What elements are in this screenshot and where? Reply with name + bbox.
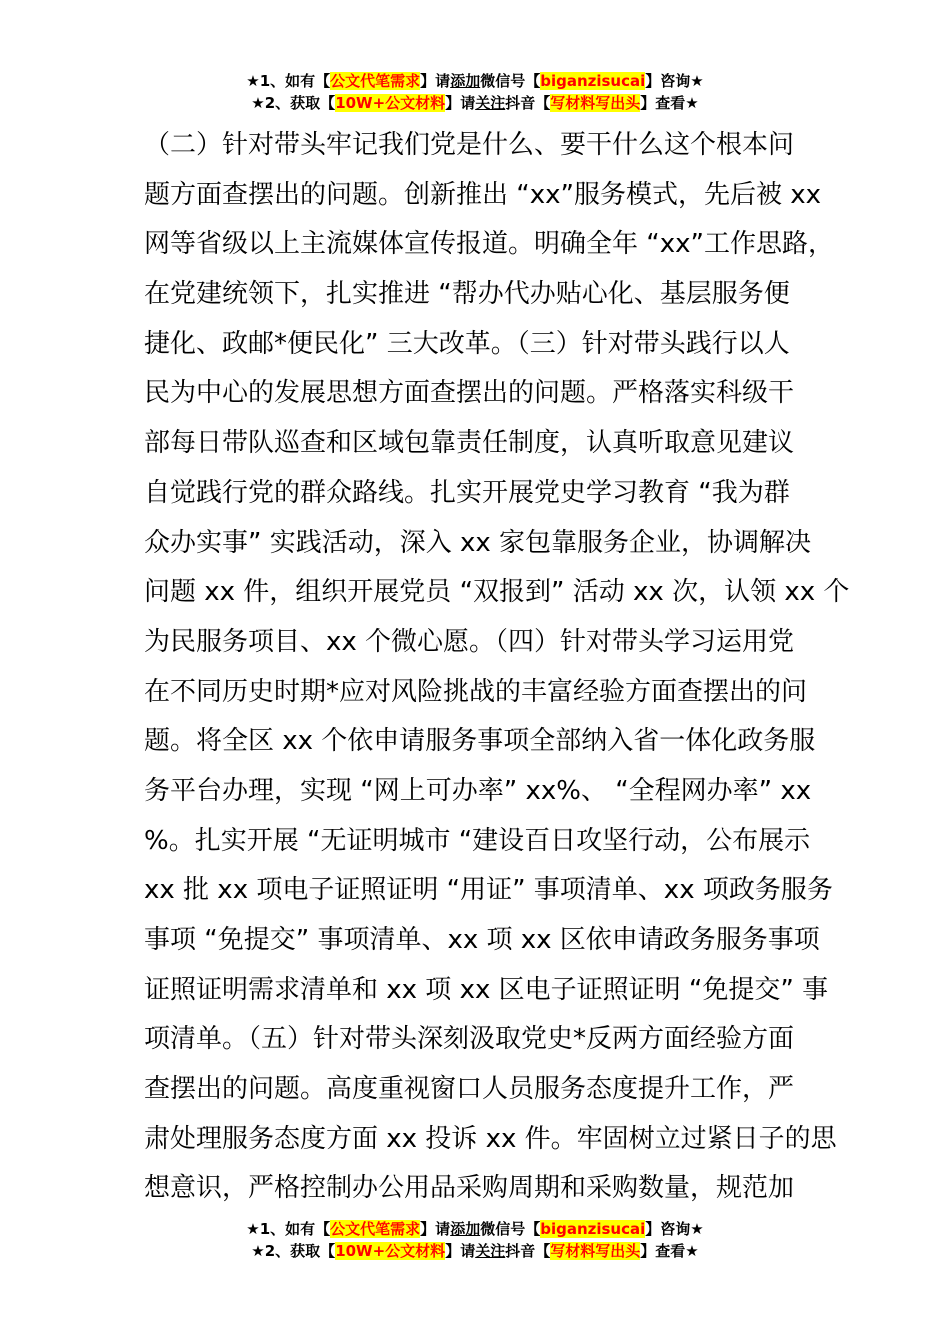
highlight-materials: 10W+公文材料	[335, 94, 446, 112]
promo-line-1	[0, 70, 950, 92]
promo-text: ★2、获取【	[251, 94, 336, 112]
promo-text: 】请	[445, 1242, 476, 1260]
highlight-service: 公文代笔需求	[330, 72, 421, 90]
body-line: xx 批 xx 项电子证照证明 “用证” 事项清单、xx 项政务服务	[144, 875, 833, 906]
underlined-add: 添加	[450, 72, 481, 90]
promo-banner-top	[0, 70, 950, 114]
body-line: 务平台办理，实现 “网上可办率” xx%、 “全程网办率” xx	[144, 775, 812, 806]
body-line: 自觉践行党的群众路线。扎实开展党史学习教育 “我为群	[144, 477, 790, 508]
highlight-wechat-id: biganzisucai	[540, 1220, 646, 1238]
promo-text: 】查看★	[640, 1242, 699, 1260]
promo-text: 】请	[445, 94, 476, 112]
body-line: 问题 xx 件，组织开展党员 “双报到” 活动 xx 次，认领 xx 个	[144, 577, 850, 608]
promo-line-2	[0, 1240, 950, 1262]
highlight-douyin-account: 写材料写出头	[550, 1242, 641, 1260]
body-line: 捷化、政邮*便民化” 三大改革。（三）针对带头践行以人	[144, 328, 790, 359]
promo-text: 微信号【	[480, 1220, 541, 1238]
promo-text: 抖音【	[505, 1242, 551, 1260]
body-line: 为民服务项目、xx 个微心愿。（四）针对带头学习运用党	[144, 626, 795, 657]
body-line: （二）针对带头牢记我们党是什么、要干什么这个根本问	[144, 130, 795, 160]
body-line: 证照证明需求清单和 xx 项 xx 区电子证照证明 “免提交” 事	[144, 974, 829, 1005]
body-line: 想意识，严格控制办公用品采购周期和采购数量，规范加	[144, 1173, 795, 1204]
body-line: 在不同历史时期*应对风险挑战的丰富经验方面查摆出的问	[144, 676, 808, 707]
body-line: 民为中心的发展思想方面查摆出的问题。严格落实科级干	[144, 378, 795, 409]
highlight-wechat-id: biganzisucai	[540, 72, 646, 90]
body-line: 肃处理服务态度方面 xx 投诉 xx 件。牢固树立过紧日子的思	[144, 1123, 837, 1154]
body-line: 查摆出的问题。高度重视窗口人员服务态度提升工作，严	[144, 1074, 795, 1105]
underlined-add: 添加	[450, 1220, 481, 1238]
promo-text: 】咨询★	[645, 1220, 704, 1238]
highlight-service: 公文代笔需求	[330, 1220, 421, 1238]
body-line: 事项 “免提交” 事项清单、xx 项 xx 区依申请政务服务事项	[144, 925, 820, 955]
body-line: 众办实事” 实践活动，深入 xx 家包靠服务企业，协调解决	[144, 527, 812, 558]
body-line: 题。将全区 xx 个依申请服务事项全部纳入省一体化政务服	[144, 726, 816, 757]
promo-text: ★2、获取【	[251, 1242, 336, 1260]
promo-text: 】请	[420, 72, 451, 90]
promo-banner-bottom	[0, 1218, 950, 1262]
body-line: 网等省级以上主流媒体宣传报道。明确全年 “xx”工作思路，	[144, 229, 834, 260]
body-line: 在党建统领下，扎实推进 “帮办代办贴心化、基层服务便	[144, 279, 790, 310]
promo-line-2	[0, 92, 950, 114]
body-line: 部每日带队巡查和区域包靠责任制度，认真听取意见建议	[144, 428, 795, 459]
body-line: 题方面查摆出的问题。创新推出 “xx”服务模式，先后被 xx	[144, 179, 822, 210]
promo-text: 】查看★	[640, 94, 699, 112]
promo-text: 】咨询★	[645, 72, 704, 90]
highlight-douyin-account: 写材料写出头	[550, 94, 641, 112]
promo-text: 微信号【	[480, 72, 541, 90]
promo-text: ★1、如有【	[246, 1220, 331, 1238]
promo-text: ★1、如有【	[246, 72, 331, 90]
promo-text: 】请	[420, 1220, 451, 1238]
highlight-materials: 10W+公文材料	[335, 1242, 446, 1260]
body-line: %。扎实开展 “无证明城市 “建设百日攻坚行动，公布展示	[144, 825, 811, 856]
underlined-follow: 关注	[475, 94, 506, 112]
underlined-follow: 关注	[475, 1242, 506, 1260]
promo-text: 抖音【	[505, 94, 551, 112]
promo-line-1	[0, 1218, 950, 1240]
body-line: 项清单。（五）针对带头深刻汲取党史*反两方面经验方面	[144, 1024, 795, 1055]
document-body	[144, 121, 850, 1214]
